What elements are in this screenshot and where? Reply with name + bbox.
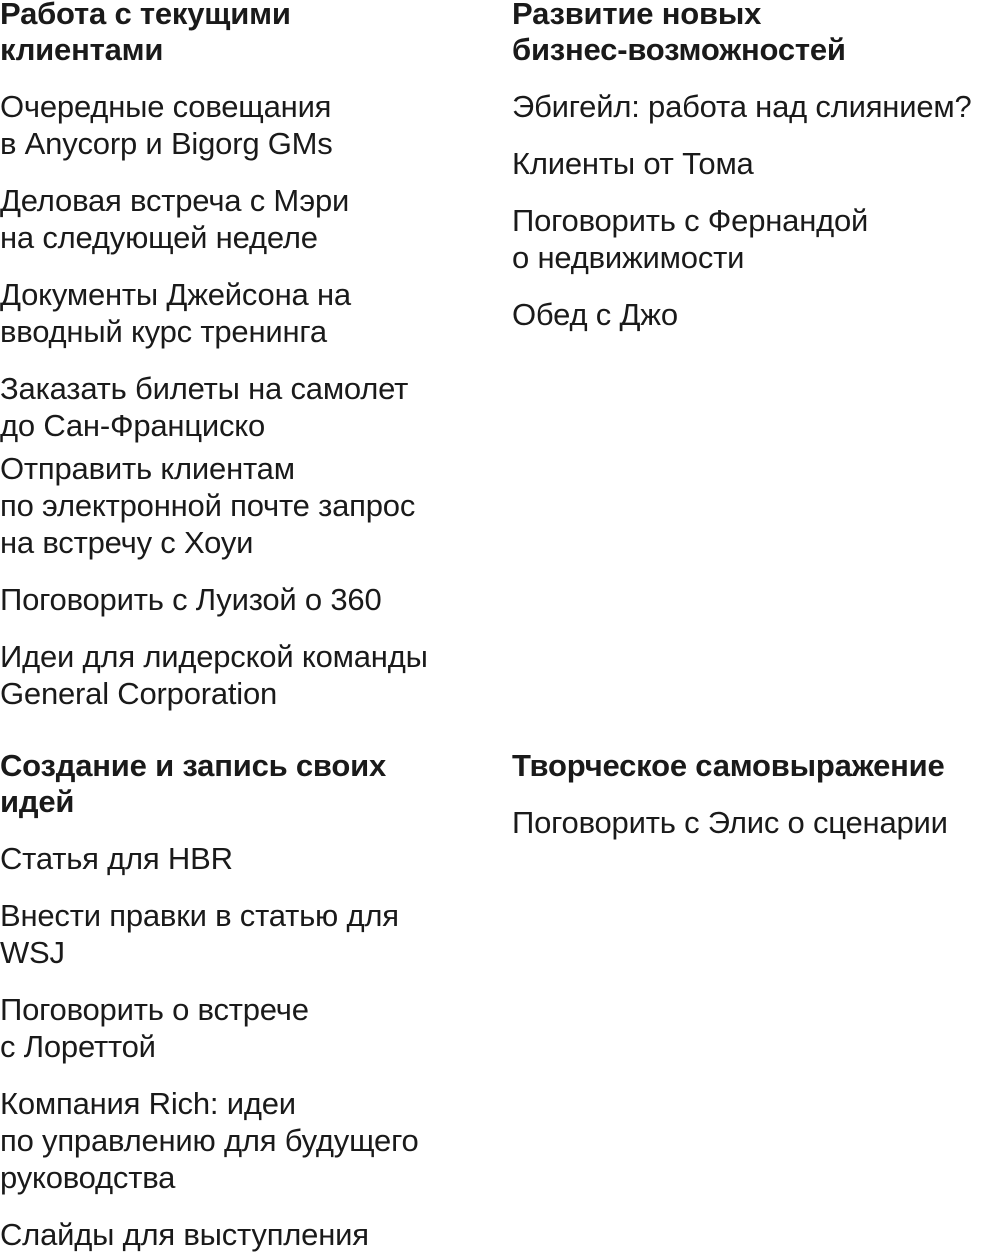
- list-item: Деловая встреча с Мэри на следующей неделе: [0, 183, 350, 255]
- list-item: Внести правки в статью для WSJ: [0, 898, 399, 970]
- section-current-clients: [0, 0, 490, 712]
- list-item: Поговорить с Фернандой о недвижимости: [512, 203, 869, 275]
- list-item: Эбигейл: работа над слиянием?: [512, 89, 972, 124]
- list-item: Поговорить о встрече с Лореттой: [0, 992, 309, 1064]
- list-item: Идеи для лидерской команды General Corporation: [0, 639, 428, 711]
- list-item: Поговорить с Элис о сценарии: [512, 805, 948, 840]
- list-item: Заказать билеты на самолет до Сан-Франциско: [0, 371, 409, 443]
- section-creative: [512, 748, 1000, 841]
- task-list: [512, 88, 1000, 333]
- list-item: Обед с Джо: [512, 297, 678, 332]
- section-ideas: [0, 748, 490, 1253]
- list-item: Отправить клиентам по электронной почте запрос на встречу с Хоуи: [0, 451, 416, 560]
- task-list: [0, 840, 490, 1253]
- list-item: Компания Rich: идеи по управлению для будущего руководства: [0, 1086, 419, 1195]
- section-title: Работа с текущими клиентами: [0, 0, 291, 67]
- task-list: [512, 804, 1000, 841]
- list-item: Документы Джейсона на вводный курс тренинга: [0, 277, 351, 349]
- section-title: Развитие новых бизнес-возможностей: [512, 0, 846, 67]
- list-item: Статья для HBR: [0, 841, 233, 876]
- list-item: Очередные совещания в Anycorp и Bigorg GMs: [0, 89, 333, 161]
- task-list: [0, 88, 490, 712]
- list-item: Поговорить с Луизой о 360: [0, 582, 382, 617]
- section-title: Творческое самовыражение: [512, 748, 945, 783]
- list-item: Слайды для выступления: [0, 1217, 369, 1252]
- section-title: Создание и запись своих идей: [0, 748, 387, 819]
- section-new-business: [512, 0, 1000, 333]
- list-item: Клиенты от Тома: [512, 146, 754, 181]
